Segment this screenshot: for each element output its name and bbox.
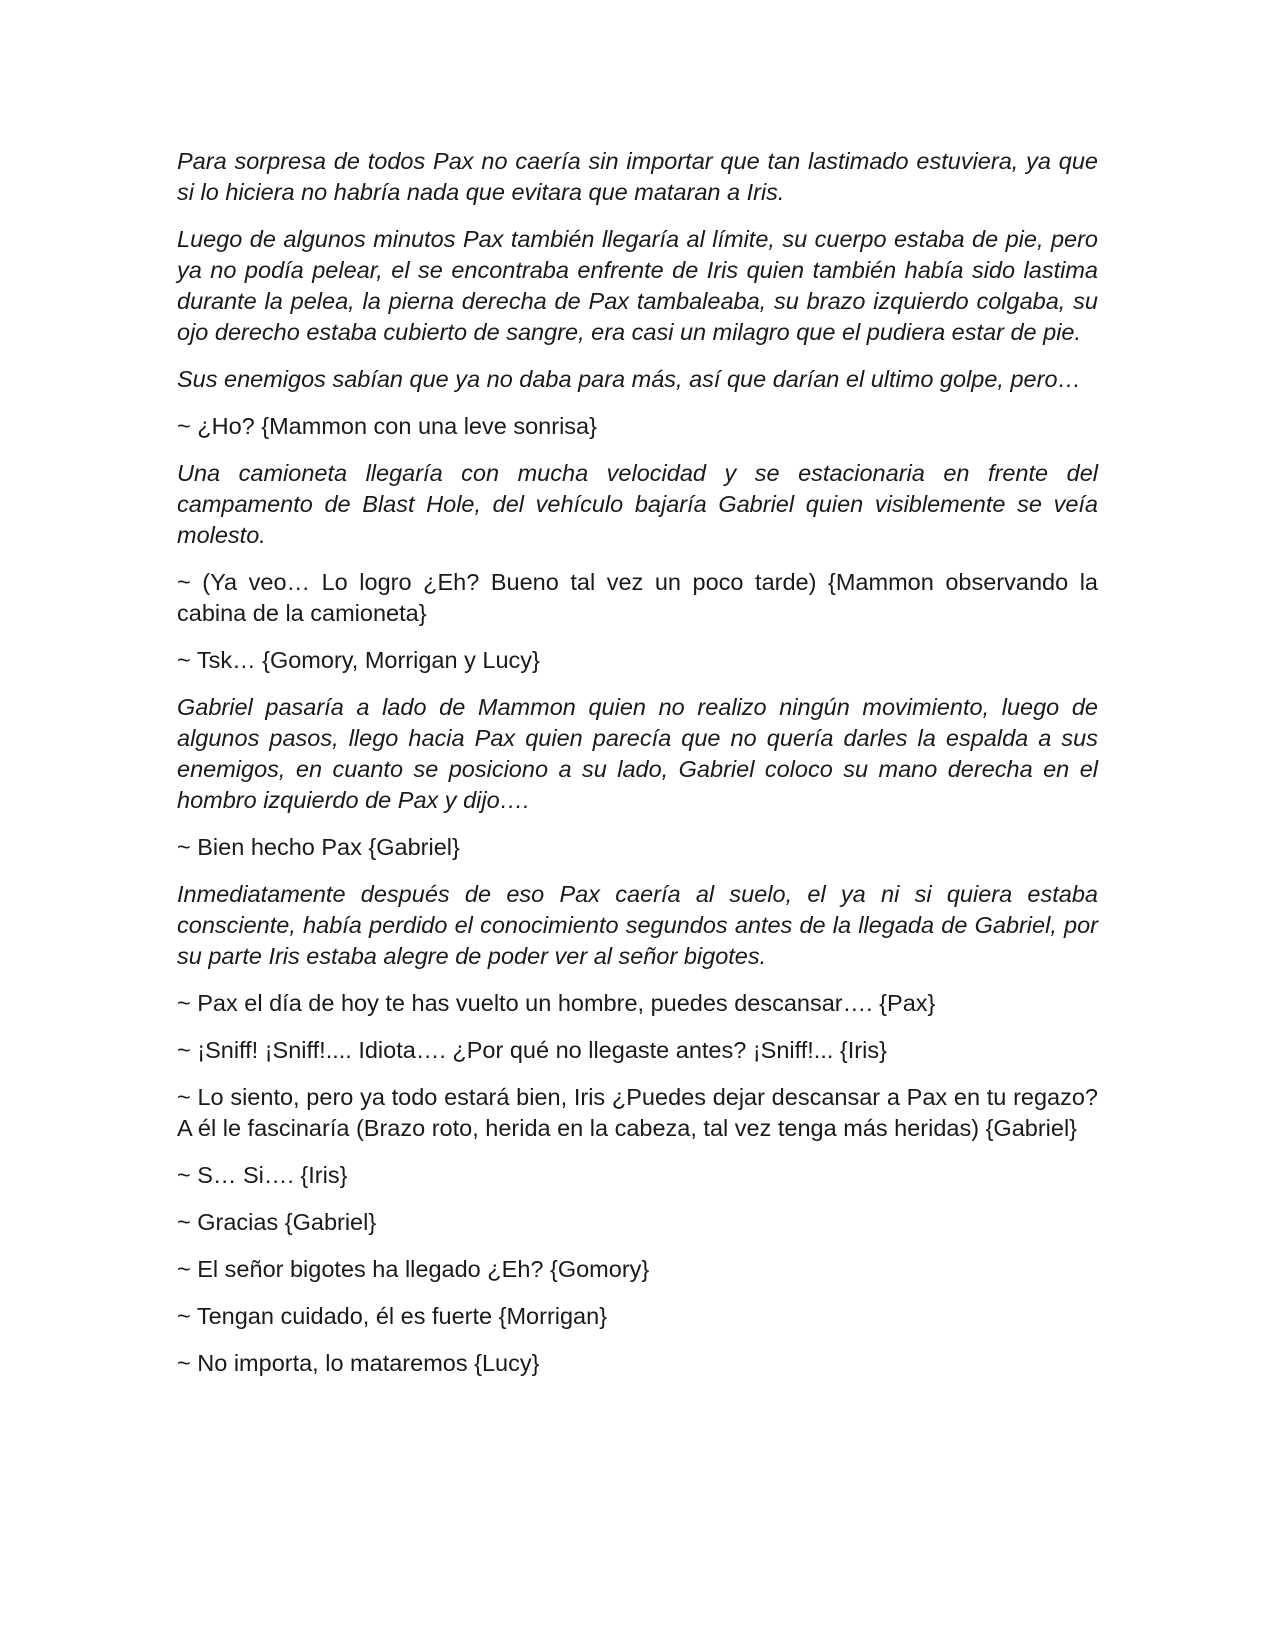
dialogue-line: ~ (Ya veo… Lo logro ¿Eh? Bueno tal vez un poco tarde) {Mammon observando la cabina de la camioneta}: [177, 569, 1098, 626]
dialogue-line: ~ Lo siento, pero ya todo estará bien, Iris ¿Puedes dejar descansar a Pax en tu regazo? A él le fascinaría (Brazo roto, herida en la cabeza, tal vez tenga más heridas) {Gabriel}: [177, 1084, 1098, 1141]
dialogue-line: ~ S… Si…. {Iris}: [177, 1162, 348, 1188]
narration-paragraph: Gabriel pasaría a lado de Mammon quien no realizo ningún movimiento, luego de algunos pasos, llego hacia Pax quien parecía que no quería darles la espalda a sus enemigos, en cuanto se posiciono a su lado, Gabriel coloco su mano derecha en el hombro izquierdo de Pax y dijo….: [177, 694, 1098, 813]
document-page: [177, 146, 1098, 1395]
narration-paragraph: Inmediatamente después de eso Pax caería al suelo, el ya ni si quiera estaba consciente, había perdido el conocimiento segundos antes de la llegada de Gabriel, por su parte Iris estaba alegre de poder ver al señor bigotes.: [177, 881, 1098, 969]
narration-paragraph: Sus enemigos sabían que ya no daba para más, así que darían el ultimo golpe, pero…: [177, 366, 1082, 392]
dialogue-line: ~ Tengan cuidado, él es fuerte {Morrigan}: [177, 1303, 608, 1329]
dialogue-line: ~ Pax el día de hoy te has vuelto un hombre, puedes descansar…. {Pax}: [177, 990, 936, 1016]
dialogue-line: ~ Bien hecho Pax {Gabriel}: [177, 834, 460, 860]
dialogue-line: ~ ¿Ho? {Mammon con una leve sonrisa}: [177, 413, 597, 439]
dialogue-line: ~ Tsk… {Gomory, Morrigan y Lucy}: [177, 647, 540, 673]
narration-paragraph: Luego de algunos minutos Pax también llegaría al límite, su cuerpo estaba de pie, pero ya no podía pelear, el se encontraba enfrente de Iris quien también había sido lastima durante la pelea, la pierna derecha de Pax tambaleaba, su brazo izquierdo colgaba, su ojo derecho estaba cubierto de sangre, era casi un milagro que el pudiera estar de pie.: [177, 226, 1098, 345]
dialogue-line: ~ No importa, lo mataremos {Lucy}: [177, 1350, 540, 1376]
narration-paragraph: Para sorpresa de todos Pax no caería sin importar que tan lastimado estuviera, ya que si lo hiciera no habría nada que evitara que mataran a Iris.: [177, 148, 1098, 205]
narration-paragraph: Una camioneta llegaría con mucha velocidad y se estacionaria en frente del campamento de Blast Hole, del vehículo bajaría Gabriel quien visiblemente se veía molesto.: [177, 460, 1098, 548]
dialogue-line: ~ El señor bigotes ha llegado ¿Eh? {Gomory}: [177, 1256, 650, 1282]
dialogue-line: ~ ¡Sniff! ¡Sniff!.... Idiota…. ¿Por qué no llegaste antes? ¡Sniff!... {Iris}: [177, 1037, 887, 1063]
dialogue-line: ~ Gracias {Gabriel}: [177, 1209, 377, 1235]
